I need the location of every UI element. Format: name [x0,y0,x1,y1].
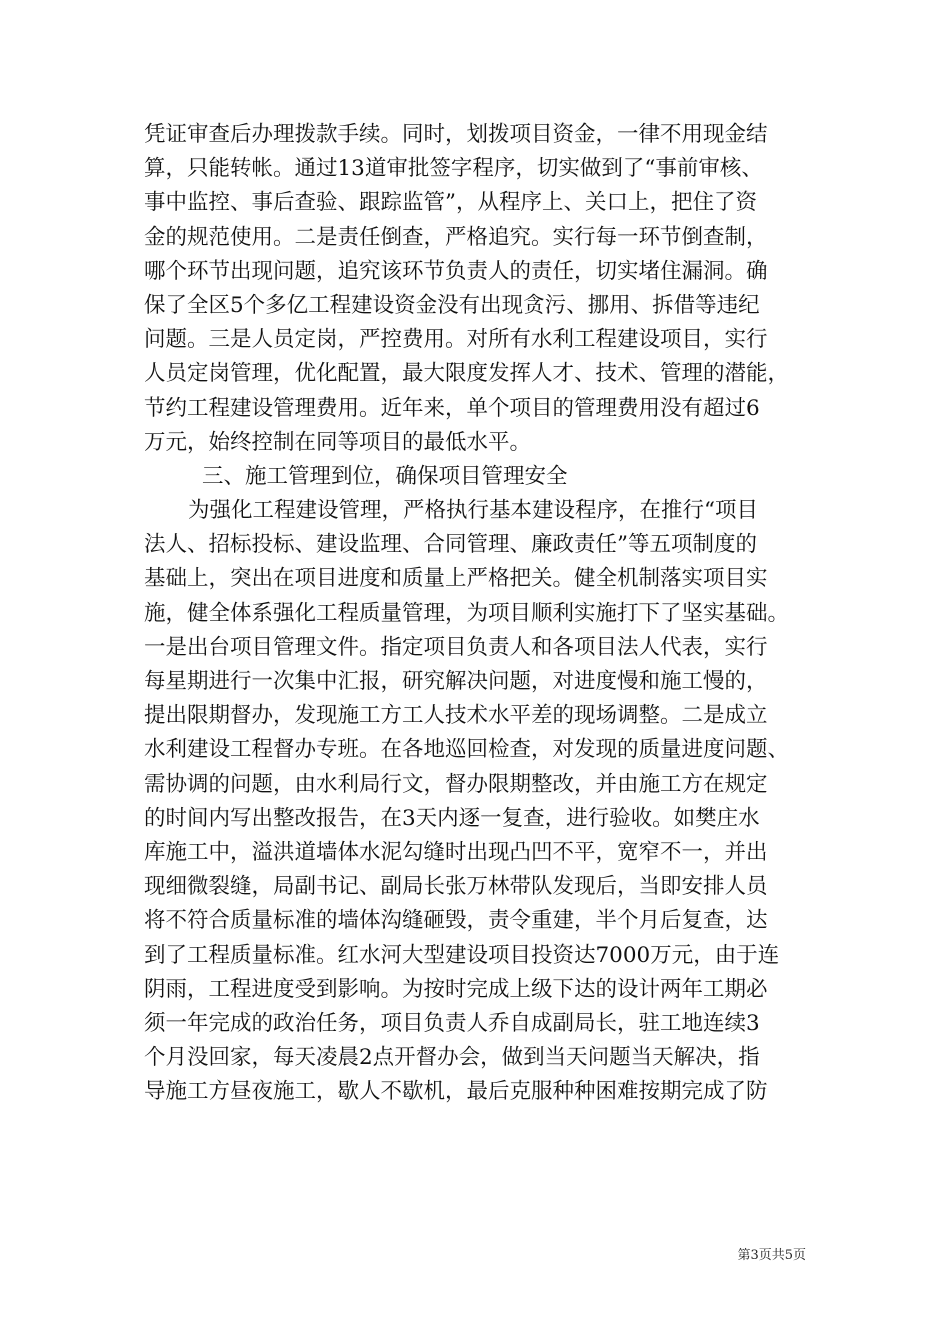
text-line: 需协调的问题，由水利局行文，督办限期整改，并由施工方在规定 [144,771,768,797]
text-line: 节约工程建设管理费用。近年来，单个项目的管理费用没有超过6 [144,395,760,421]
text-line: 万元，始终控制在同等项目的最低水平。 [144,429,532,455]
text-line: 施，健全体系强化工程质量管理，为项目顺利实施打下了坚实基础。 [144,600,790,626]
paragraph-first-line: 为强化工程建设管理，严格执行基本建设程序，在推行“项目 [188,498,758,524]
text-line: 基础上，突出在项目进度和质量上严格把关。健全机制落实项目实 [144,566,768,592]
document-body [144,118,824,1109]
text-line: 人员定岗管理，优化配置，最大限度发挥人才、技术、管理的潜能， [144,361,790,387]
text-line: 的时间内写出整改报告，在3天内逐一复查，进行验收。如樊庄水 [144,805,760,831]
text-line: 库施工中，溢洪道墙体水泥勾缝时出现凸凹不平，宽窄不一，并出 [144,839,768,865]
text-line: 事中监控、事后查验、跟踪监管”，从程序上、关口上，把住了资 [144,190,757,216]
text-line: 哪个环节出现问题，追究该环节负责人的责任，切实堵住漏洞。确 [144,258,768,284]
text-line: 金的规范使用。二是责任倒查，严格追究。实行每一环节倒查制， [144,224,768,250]
text-line: 算，只能转帐。通过13道审批签字程序，切实做到了“事前审核、 [144,156,763,182]
text-line: 到了工程质量标准。红水河大型建设项目投资达7000万元，由于连 [144,942,780,968]
text-line: 保了全区5个多亿工程建设资金没有出现贪污、挪用、拆借等违纪 [144,292,760,318]
text-line: 提出限期督办，发现施工方工人技术水平差的现场调整。二是成立 [144,703,768,729]
section-heading: 三、施工管理到位，确保项目管理安全 [202,463,568,489]
text-line: 现细微裂缝，局副书记、副局长张万林带队发现后，当即安排人员 [144,874,768,900]
text-line: 导施工方昼夜施工，歇人不歇机，最后克服种种困难按期完成了防 [144,1079,768,1105]
text-line: 一是出台项目管理文件。指定项目负责人和各项目法人代表，实行 [144,634,768,660]
text-line: 凭证审查后办理拨款手续。同时，划拨项目资金，一律不用现金结 [144,122,768,147]
text-line: 问题。三是人员定岗，严控费用。对所有水利工程建设项目，实行 [144,327,768,353]
text-line: 须一年完成的政治任务，项目负责人乔自成副局长，驻工地连续3 [144,1010,760,1036]
page-number: 第3页共5页 [737,1248,806,1263]
text-line: 阴雨，工程进度受到影响。为按时完成上级下达的设计两年工期必 [144,976,768,1002]
text-line: 将不符合质量标准的墙体沟缝砸毁，责令重建，半个月后复查，达 [144,908,768,934]
text-line: 个月没回家，每天凌晨2点开督办会，做到当天问题当天解决，指 [144,1045,760,1071]
text-line: 法人、招标投标、建设监理、合同管理、廉政责任”等五项制度的 [144,532,757,558]
text-line: 水利建设工程督办专班。在各地巡回检查，对发现的质量进度问题、 [144,737,790,763]
text-line: 每星期进行一次集中汇报，研究解决问题，对进度慢和施工慢的， [144,669,768,694]
